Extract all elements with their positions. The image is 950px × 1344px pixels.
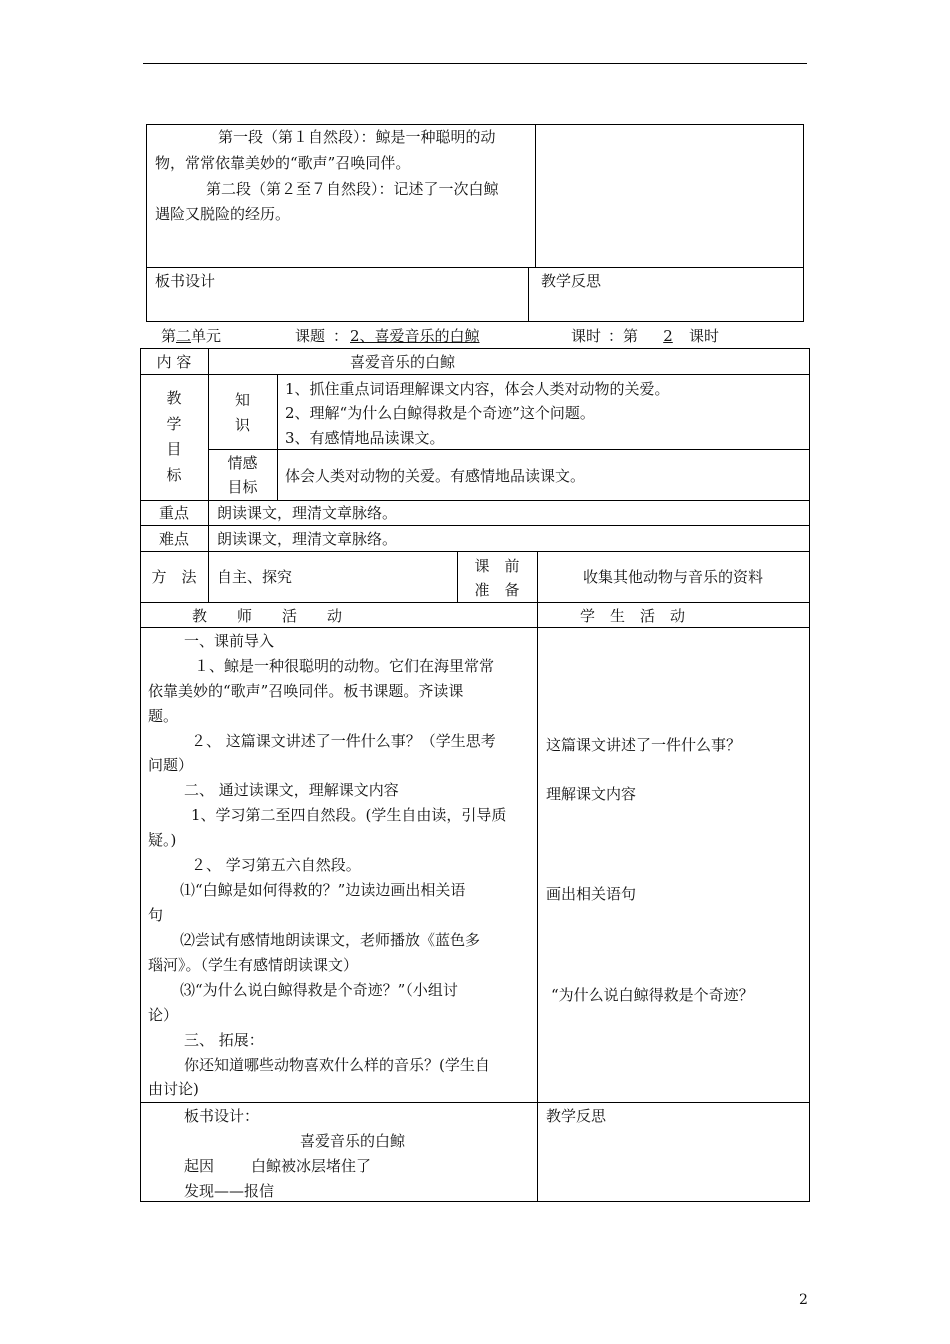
board-line: 发现——报信 [184,1182,275,1200]
prep-value: 收集其他动物与音乐的资料 [582,568,763,586]
period-label: 课时 [571,327,602,345]
goals-label-char: 标 [166,466,182,484]
emotion-value: 体会人类对动物的关爱。有感情地品读课文。 [285,467,586,485]
teacher-line: ２、 这篇课文讲述了一件什么事？（学生思考 [191,732,496,750]
difficulty-label: 难点 [158,530,189,548]
teacher-line: 由讨论) [148,1080,199,1098]
student-line: “为什么说白鲸得救是个奇迹？ [551,986,754,1004]
method-label: 方 法 [151,568,197,586]
topic-value: 2、喜爱音乐的白鲸 [350,327,480,345]
header-rule [143,63,807,64]
page-number: 2 [799,1292,808,1308]
topic-colon: ： [333,327,349,345]
board-title: 喜爱音乐的白鲸 [300,1132,406,1150]
teacher-line: ２、 学习第五六自然段。 [191,856,361,874]
knowledge-item: 3、有感情地品读课文。 [285,429,445,447]
teacher-line: 三、 拓展： [184,1031,264,1049]
period-number: 2 [663,327,673,345]
teacher-activity-header: 教 师 活 动 [192,607,343,625]
board-design-label: 板书设计 [155,272,216,290]
knowledge-label-char: 知 [234,391,250,409]
teacher-line: 问题） [148,756,194,774]
teacher-line: 一、课前导入 [184,632,275,650]
teacher-line: ⑶“为什么说白鲸得救是个奇迹？”（小组讨 [180,981,458,999]
teacher-line: 句 [148,906,164,924]
teacher-line: 疑。) [148,831,177,849]
summary-line: 第一段（第１自然段）：鲸是一种聪明的动 [218,128,496,146]
student-line: 画出相关语句 [546,885,637,903]
knowledge-label-char: 识 [234,416,250,434]
teacher-line: ⑵尝试有感情地朗读课文，老师播放《蓝色多 [180,931,481,949]
prep-label: 课 前 [474,557,520,575]
key-point-value: 朗读课文，理清文章脉络。 [217,504,398,522]
teacher-line: 二、 通过读课文，理解课文内容 [184,781,399,799]
method-value: 自主、探究 [217,568,293,586]
teacher-line: 题。 [148,707,179,725]
period-suffix: 课时 [689,327,720,345]
teacher-line: 瑙河》。（学生有感情朗读课文） [148,956,359,974]
summary-line: 遇险又脱险的经历。 [155,205,291,223]
board-line: 白鲸被冰层堵住了 [251,1157,372,1175]
emotion-label: 情感 [227,454,258,472]
teacher-line: 你还知道哪些动物喜欢什么样的音乐？(学生自 [184,1056,490,1074]
knowledge-item: 2、理解“为什么白鲸得救是个奇迹”这个问题。 [285,404,595,422]
prep-label: 准 备 [474,581,520,599]
reflection-label: 教学反思 [541,272,602,290]
goals-label-char: 目 [166,440,182,458]
knowledge-item: 1、抓住重点词语理解课文内容，体会人类对动物的关爱。 [285,380,670,398]
teacher-line: ⑴“白鲸是如何得救的？”边读边画出相关语 [180,881,466,899]
teacher-line: 1、学习第二至四自然段。(学生自由读，引导质 [191,806,507,824]
teacher-line: 依靠美妙的“歌声”召唤同伴。板书课题。齐读课 [148,682,464,700]
content-value: 喜爱音乐的白鲸 [350,353,456,371]
summary-line: 第二段（第２至７自然段）：记述了一次白鲸 [206,180,499,198]
topic-label: 课题 [295,327,326,345]
goals-label-char: 教 [166,389,182,407]
board-label: 板书设计： [184,1107,260,1125]
summary-line: 物，常常依靠美妙的“歌声”召唤同伴。 [155,154,411,172]
teacher-line: 论） [148,1006,179,1024]
student-line: 这篇课文讲述了一件什么事？ [546,736,742,754]
student-activity-header: 学 生 活 动 [580,607,686,625]
content-label: 内 容 [156,353,192,371]
key-point-label: 重点 [158,504,189,522]
goals-label-char: 学 [166,415,182,433]
reflection-label: 教学反思 [546,1107,607,1125]
teacher-line: １、鲸是一种很聪明的动物。它们在海里常常 [194,657,495,675]
period-colon: ：第 [608,327,639,345]
unit-label: 第二单元 [161,327,222,345]
student-line: 理解课文内容 [546,785,637,803]
difficulty-value: 朗读课文，理清文章脉络。 [217,530,398,548]
board-line: 起因 [184,1157,215,1175]
emotion-label: 目标 [227,478,258,496]
